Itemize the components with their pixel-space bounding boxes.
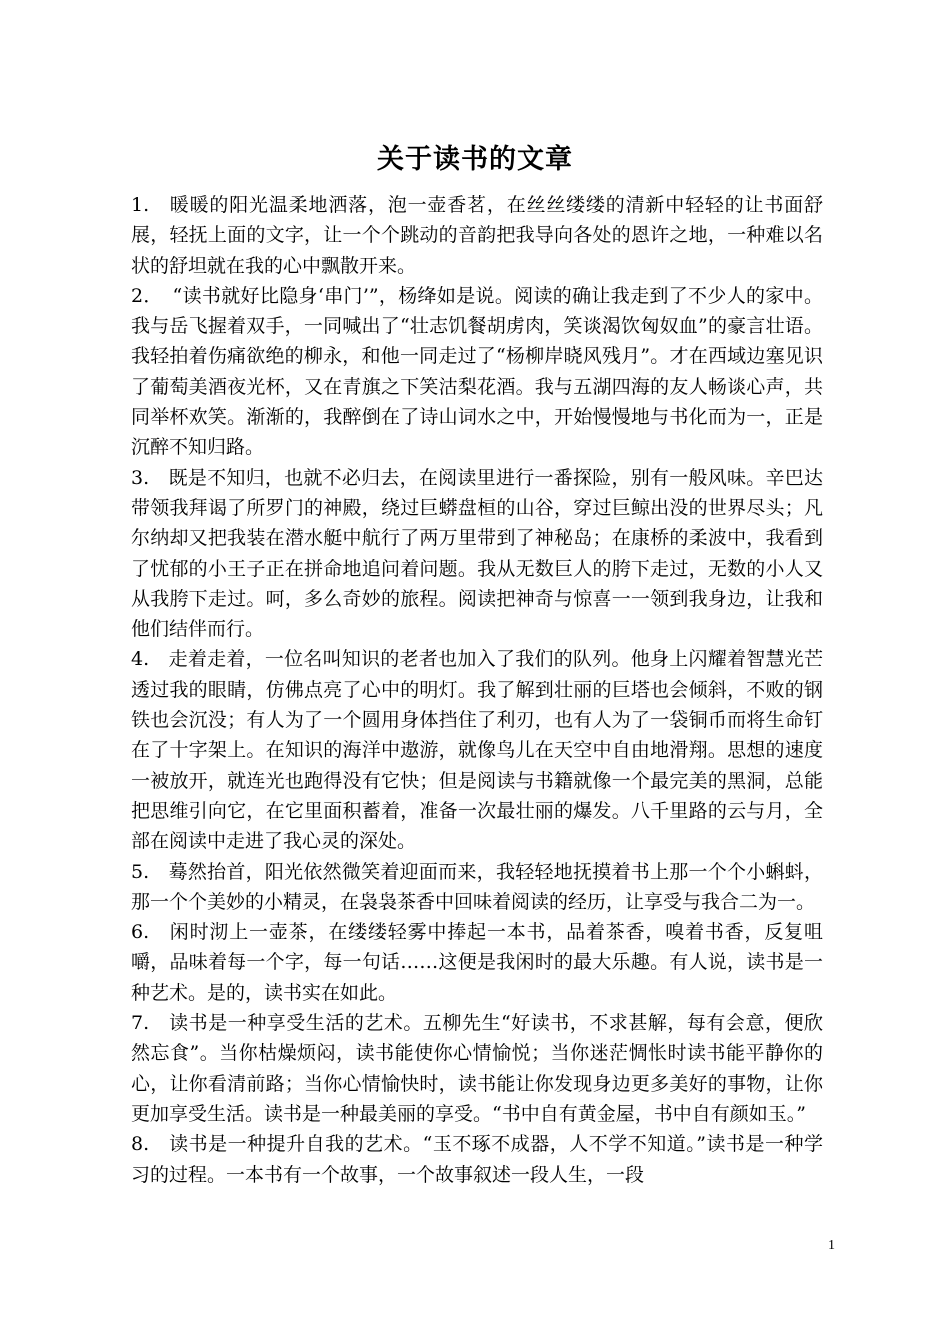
- page-number: 1: [828, 1238, 835, 1253]
- paragraph-4: 4. 走着走着，一位名叫知识的老者也加入了我们的队列。他身上闪耀着智慧光芒透过我的眼睛，仿佛点亮了心中的明灯。我了解到壮丽的巨塔也会倾斜，不败的钢铁也会沉没；有人为了一个圆用身体挡住了利刃，也有人为了一袋铜币而将生命钉在了十字架上。在知识的海洋中遨游，就像鸟儿在天空中自由地滑翔。思想的速度一被放开，就连光也跑得没有它快；但是阅读与书籍就像一个最完美的黑洞，总能把思维引向它，在它里面积蓄着，准备一次最壮丽的爆发。八千里路的云与月，全部在阅读中走进了我心灵的深处。: [131, 648, 823, 853]
- paragraph-3: 3. 既是不知归，也就不必归去，在阅读里进行一番探险，别有一般风味。辛巴达带领我拜谒了所罗门的神殿，绕过巨蟒盘桓的山谷，穿过巨鲸出没的世界尽头；凡尔纳却又把我装在潜水艇中航行了两万里带到了神秘岛；在康桥的柔波中，我看到了忧郁的小王子正在拼命地追问着问题。我从无数巨人的胯下走过，无数的小人又从我胯下走过。呵，多么奇妙的旅程。阅读把神奇与惊喜一一领到我身边，让我和他们结伴而行。: [131, 466, 823, 641]
- paragraph-5: 5. 蓦然抬首，阳光依然微笑着迎面而来，我轻轻地抚摸着书上那一个个小蝌蚪，那一个个美妙的小精灵，在袅袅茶香中回味着阅读的经历，让享受与我合二为一。: [131, 860, 823, 913]
- document-body: [131, 190, 823, 1190]
- paragraph-7: 7. 读书是一种享受生活的艺术。五柳先生“好读书，不求甚解，每有会意，便欣然忘食”。当你枯燥烦闷，读书能使你心情愉悦；当你迷茫惆怅时读书能平静你的心，让你看清前路；当你心情愉快时，读书能让你发现身边更多美好的事物，让你更加享受生活。读书是一种最美丽的享受。“书中自有黄金屋，书中自有颜如玉。”: [131, 1012, 823, 1125]
- paragraph-1: 1. 暖暖的阳光温柔地洒落，泡一壶香茗，在丝丝缕缕的清新中轻轻的让书面舒展，轻抚上面的文字，让一个个跳动的音韵把我导向各处的恩许之地，一种难以名状的舒坦就在我的心中飘散开来。: [131, 194, 823, 277]
- document-title: 关于读书的文章: [377, 144, 573, 175]
- paragraph-2: 2． “读书就好比隐身‘串门’”，杨绛如是说。阅读的确让我走到了不少人的家中。我与岳飞握着双手，一同喊出了“壮志饥餐胡虏肉，笑谈渴饮匈奴血”的豪言壮语。我轻拍着伤痛欲绝的柳永，和他一同走过了“杨柳岸晓风残月”。才在西域边塞见识了葡萄美酒夜光杯，又在青旗之下笑沽梨花酒。我与五湖四海的友人畅谈心声，共同举杯欢笑。渐渐的，我醉倒在了诗山词水之中，开始慢慢地与书化而为一，正是沉醉不知归路。: [131, 284, 823, 459]
- paragraph-6: 6. 闲时沏上一壶茶，在缕缕轻雾中捧起一本书，品着茶香，嗅着书香，反复咀嚼，品味着每一个字，每一句话……这便是我闲时的最大乐趣。有人说，读书是一种艺术。是的，读书实在如此。: [131, 921, 823, 1004]
- paragraph-8: 8. 读书是一种提升自我的艺术。“玉不琢不成器，人不学不知道。”读书是一种学习的过程。一本书有一个故事，一个故事叙述一段人生，一段: [131, 1133, 823, 1186]
